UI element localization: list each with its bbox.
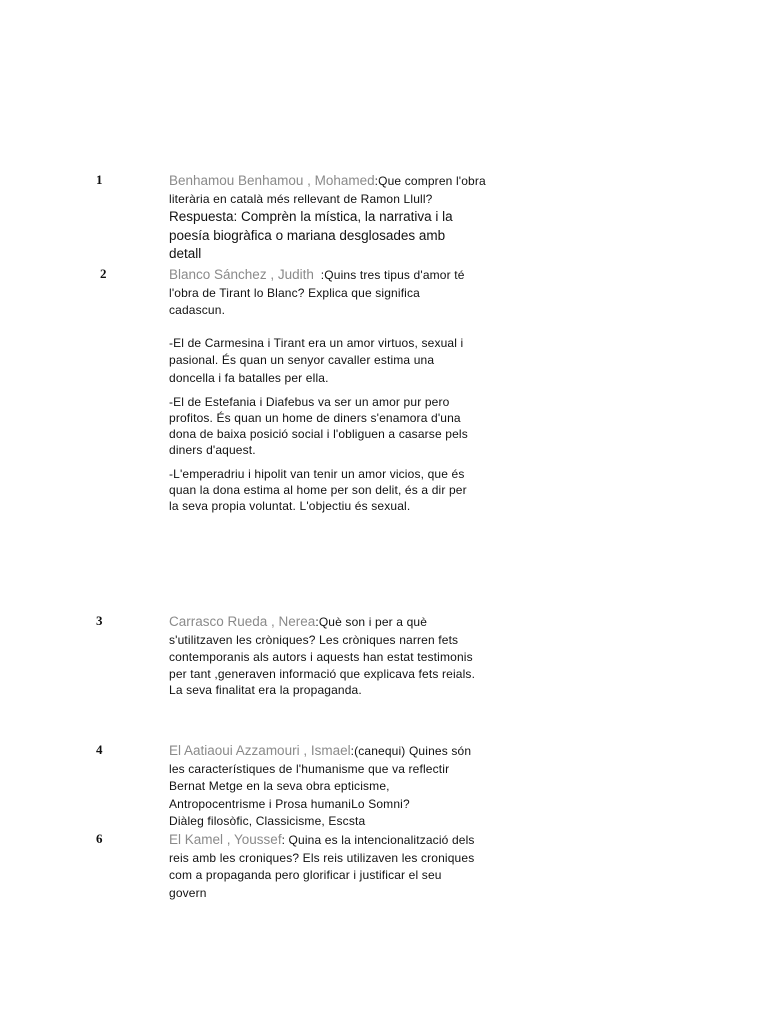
question-text: Quins tres tipus d'amor té: [324, 268, 465, 282]
separator: :: [281, 833, 289, 847]
entry-text: [169, 266, 497, 514]
answer-text: -El de Estefania i Diafebus va ser un amor pur pero: [169, 395, 450, 409]
separator: :: [350, 744, 355, 758]
answer-text: dona de baixa posició social i l'obliguen a casarse pels: [169, 427, 468, 441]
question-text: literària en català més rellevant de Ramon Llull?: [169, 191, 433, 206]
answer-text: profitos. És quan un home de diners s'enamora d'una: [169, 411, 461, 425]
entry-number: 3: [96, 613, 103, 628]
answer-text: quan la dona estima al home per son delit, és a dir per: [169, 483, 467, 497]
separator: :: [315, 615, 319, 629]
answer-paragraph: [169, 394, 497, 458]
entry-body-text: reis amb les croniques? Els reis utilizaven les croniques: [169, 850, 475, 865]
entry-body-text: com a propaganda pero glorificar i justificar el seu: [169, 868, 442, 882]
entry-body-text: per tant ,generaven informació que explicava fets reials.: [169, 666, 476, 681]
entry-text: [169, 172, 497, 264]
student-name: El Kamel , Youssef: [169, 832, 282, 847]
entry-text: [169, 831, 497, 902]
answer-text: poesía biogràfica o mariana desglosades amb: [169, 227, 446, 243]
entry-body-text: govern: [169, 885, 207, 900]
question-text: Quina es la intencionalització dels: [288, 833, 475, 847]
student-name: El Aatiaoui Azzamouri , Ismael: [169, 743, 351, 758]
answer-text: detall: [169, 246, 202, 261]
separator: :: [313, 268, 325, 282]
answer-text: -El de Carmesina i Tirant era un amor virtuos, sexual i: [169, 335, 464, 350]
answer-text: pasional. És quan un senyor cavaller estima una: [169, 353, 435, 367]
entry-body-text: La seva finalitat era la propaganda.: [169, 683, 362, 697]
entry-body-text: s'utilitzaven les cròniques? Les cròniques narren fets: [169, 632, 459, 647]
student-name: Blanco Sánchez , Judith: [169, 267, 314, 282]
answer-paragraph: [169, 335, 497, 388]
entry-body-text: Antropocentrisme i Prosa humaniLo Somni?: [169, 796, 410, 811]
separator: :: [374, 174, 379, 188]
question-text: l'obra de Tirant lo Blanc? Explica que significa: [169, 285, 420, 300]
entry-number: 6: [96, 831, 103, 846]
entry-text: [169, 742, 497, 831]
entry-body-text: les característiques de l'humanisme que va reflectir: [169, 761, 450, 776]
entry-number: 2: [100, 266, 107, 281]
entry-body-text: Diàleg filosòfic, Classicisme, Escsta: [169, 814, 366, 828]
entry-number: 1: [96, 172, 103, 187]
answer-text: doncella i fa batalles per ella.: [169, 370, 329, 385]
question-text: Què son i per a què: [318, 615, 428, 629]
question-text: Que compren l'obra: [378, 174, 486, 188]
entry-number: 4: [96, 742, 103, 757]
answer-text: -L'emperadriu i hipolit van tenir un amor vicios, que és: [169, 467, 465, 481]
entry-body-text: Bernat Metge en la seva obra epticisme,: [169, 779, 390, 793]
student-name: Benhamou Benhamou , Mohamed: [169, 173, 375, 188]
entry-text: [169, 613, 497, 698]
question-text: (canequi) Quines són: [354, 744, 472, 758]
answer-paragraph: [169, 466, 497, 514]
student-name: Carrasco Rueda , Nerea: [169, 614, 316, 629]
entry-body-text: contemporanis als autors i aquests han estat testimonis: [169, 650, 473, 664]
question-text: cadascun.: [169, 303, 226, 317]
answer-text: diners d'aquest.: [169, 443, 256, 457]
answer-text: la seva propia voluntat. L'objectiu és sexual.: [169, 499, 411, 513]
answer-text: Respuesta: Comprèn la mística, la narrativa i la: [169, 209, 453, 224]
